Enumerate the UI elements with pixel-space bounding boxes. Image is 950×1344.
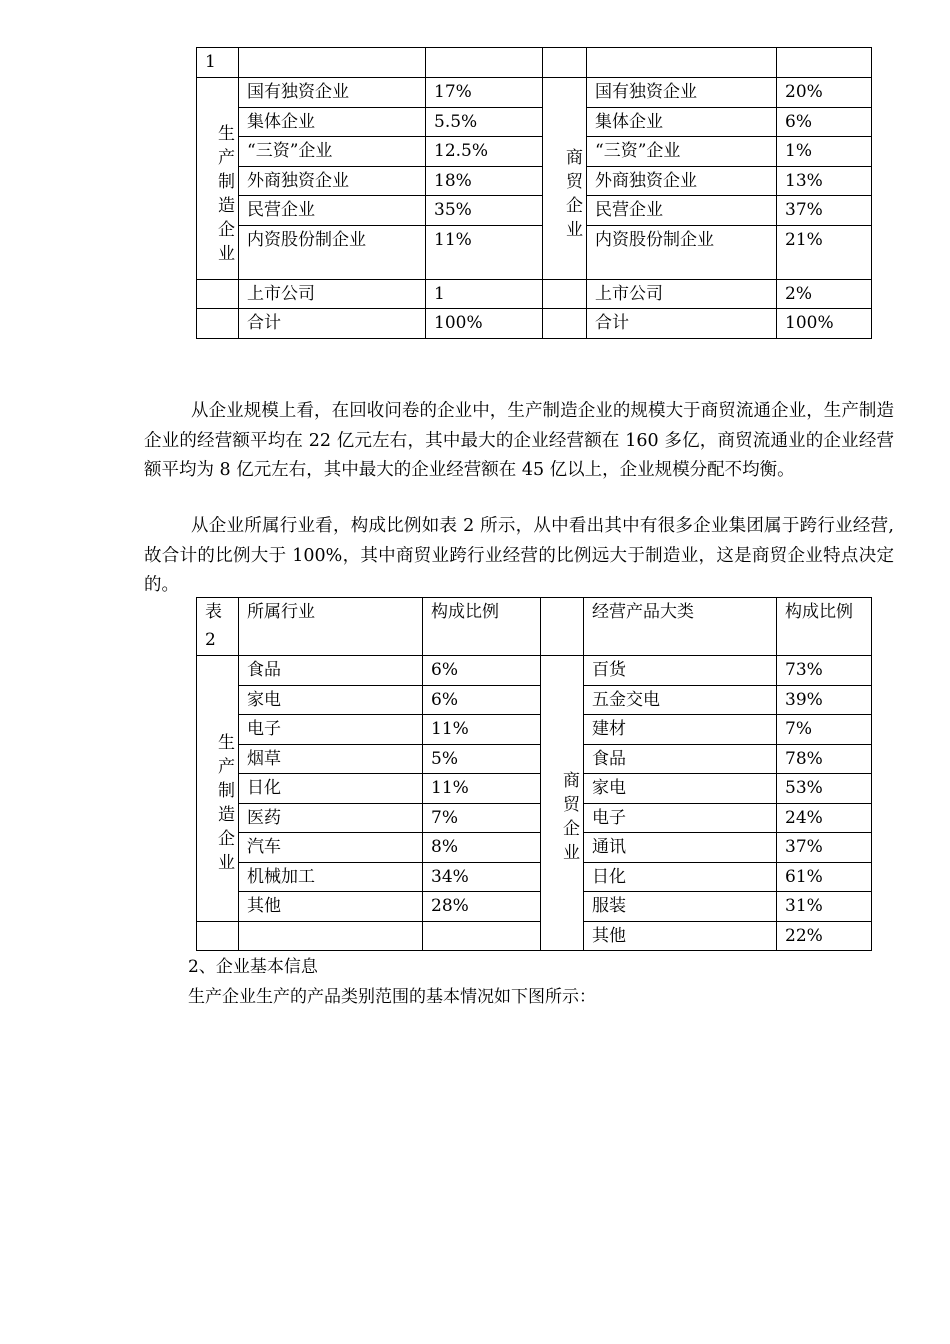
table-cell: 13% xyxy=(777,167,872,196)
group-label-commerce: 商贸企业 xyxy=(541,656,584,951)
table-cell: 内资股份制企业 xyxy=(239,226,426,280)
table-cell: 服装 xyxy=(584,892,777,922)
column-header: 经营产品大类 xyxy=(584,598,777,656)
table-cell: 家电 xyxy=(584,774,777,804)
group-label-commerce: 商贸企业 xyxy=(543,78,587,280)
table-cell-total: 100% xyxy=(426,309,543,339)
table-cell: 7% xyxy=(777,715,872,745)
table-cell: 6% xyxy=(777,108,872,137)
table-cell: 国有独资企业 xyxy=(239,78,426,108)
table-cell: 37% xyxy=(777,833,872,863)
table-cell: 28% xyxy=(423,892,541,922)
table-cell: “三资”企业 xyxy=(239,137,426,167)
paragraph-industry: 从企业所属行业看，构成比例如表 2 所示，从中看出其中有很多企业集团属于跨行业经营,故合计的比例大于 100%，其中商贸业跨行业经营的比例远大于制造业，这是商贸企业特点决定的。 xyxy=(144,516,894,595)
table-cell: 17% xyxy=(426,78,543,108)
table-cell: 7% xyxy=(423,804,541,833)
table-1-enterprise-ownership xyxy=(196,47,872,339)
table-cell: 1 xyxy=(426,280,543,309)
section-intro: 生产企业生产的产品类别范围的基本情况如下图所示： xyxy=(188,987,596,1007)
table-cell: 集体企业 xyxy=(239,108,426,137)
column-header: 所属行业 xyxy=(239,598,423,656)
table-cell: 民营企业 xyxy=(239,196,426,226)
table-label: 1 xyxy=(197,48,239,78)
table-cell: 2% xyxy=(777,280,872,309)
table-cell: 日化 xyxy=(239,774,423,804)
table-cell: 22% xyxy=(777,922,872,951)
table-cell: 24% xyxy=(777,804,872,833)
table-cell: 国有独资企业 xyxy=(587,78,777,108)
table-cell: “三资”企业 xyxy=(587,137,777,167)
table-cell: 35% xyxy=(426,196,543,226)
table-cell-total: 100% xyxy=(777,309,872,339)
table-cell: 11% xyxy=(423,715,541,745)
table-cell: 1% xyxy=(777,137,872,167)
paragraph-enterprise-scale: 从企业规模上看，在回收问卷的企业中，生产制造企业的规模大于商贸流通企业，生产制造企业的经营额平均在 22 亿元左右，其中最大的企业经营额在 160 多亿，商贸流通业的企业经营额平均为 8 亿元左右，其中最大的企业经营额在 45 亿以上，企业规模分配不均衡。 xyxy=(144,401,894,480)
table-2-industry-composition xyxy=(196,597,872,951)
table-cell: 外商独资企业 xyxy=(587,167,777,196)
table-cell: 20% xyxy=(777,78,872,108)
table-cell: 6% xyxy=(423,686,541,715)
table-cell: 其他 xyxy=(239,892,423,922)
table-cell: 78% xyxy=(777,745,872,774)
table-cell: 日化 xyxy=(584,863,777,892)
table-cell: 上市公司 xyxy=(239,280,426,309)
table-cell: 通讯 xyxy=(584,833,777,863)
table-cell: 集体企业 xyxy=(587,108,777,137)
table-cell: 五金交电 xyxy=(584,686,777,715)
column-header: 构成比例 xyxy=(423,598,541,656)
table-cell: 61% xyxy=(777,863,872,892)
table-cell: 汽车 xyxy=(239,833,423,863)
table-cell: 8% xyxy=(423,833,541,863)
table-cell: 11% xyxy=(426,226,543,280)
table-cell: 5.5% xyxy=(426,108,543,137)
group-label-manufacturing: 生产制造企业 xyxy=(197,78,239,280)
table-cell: 家电 xyxy=(239,686,423,715)
table-cell: 6% xyxy=(423,656,541,686)
table-cell: 18% xyxy=(426,167,543,196)
table-cell: 39% xyxy=(777,686,872,715)
table-cell: 31% xyxy=(777,892,872,922)
table-cell: 医药 xyxy=(239,804,423,833)
table-cell: 37% xyxy=(777,196,872,226)
table-cell: 12.5% xyxy=(426,137,543,167)
table-cell: 11% xyxy=(423,774,541,804)
table-cell: 电子 xyxy=(584,804,777,833)
table-cell: 民营企业 xyxy=(587,196,777,226)
table-cell: 73% xyxy=(777,656,872,686)
table-cell: 上市公司 xyxy=(587,280,777,309)
column-header: 构成比例 xyxy=(777,598,872,656)
table-cell: 其他 xyxy=(584,922,777,951)
table-cell: 食品 xyxy=(584,745,777,774)
table-cell: 百货 xyxy=(584,656,777,686)
table-cell: 内资股份制企业 xyxy=(587,226,777,280)
table-cell: 机械加工 xyxy=(239,863,423,892)
section-heading: 2、企业基本信息 xyxy=(188,957,318,977)
table-2-label: 表 2 xyxy=(197,598,239,656)
table-cell: 53% xyxy=(777,774,872,804)
table-cell-total: 合计 xyxy=(239,309,426,339)
table-cell: 建材 xyxy=(584,715,777,745)
table-cell-total: 合计 xyxy=(587,309,777,339)
table-cell: 5% xyxy=(423,745,541,774)
table-cell: 外商独资企业 xyxy=(239,167,426,196)
table-cell: 34% xyxy=(423,863,541,892)
group-label-manufacturing: 生产制造企业 xyxy=(197,656,239,922)
table-cell: 食品 xyxy=(239,656,423,686)
table-cell: 电子 xyxy=(239,715,423,745)
table-cell: 21% xyxy=(777,226,872,280)
table-cell: 烟草 xyxy=(239,745,423,774)
